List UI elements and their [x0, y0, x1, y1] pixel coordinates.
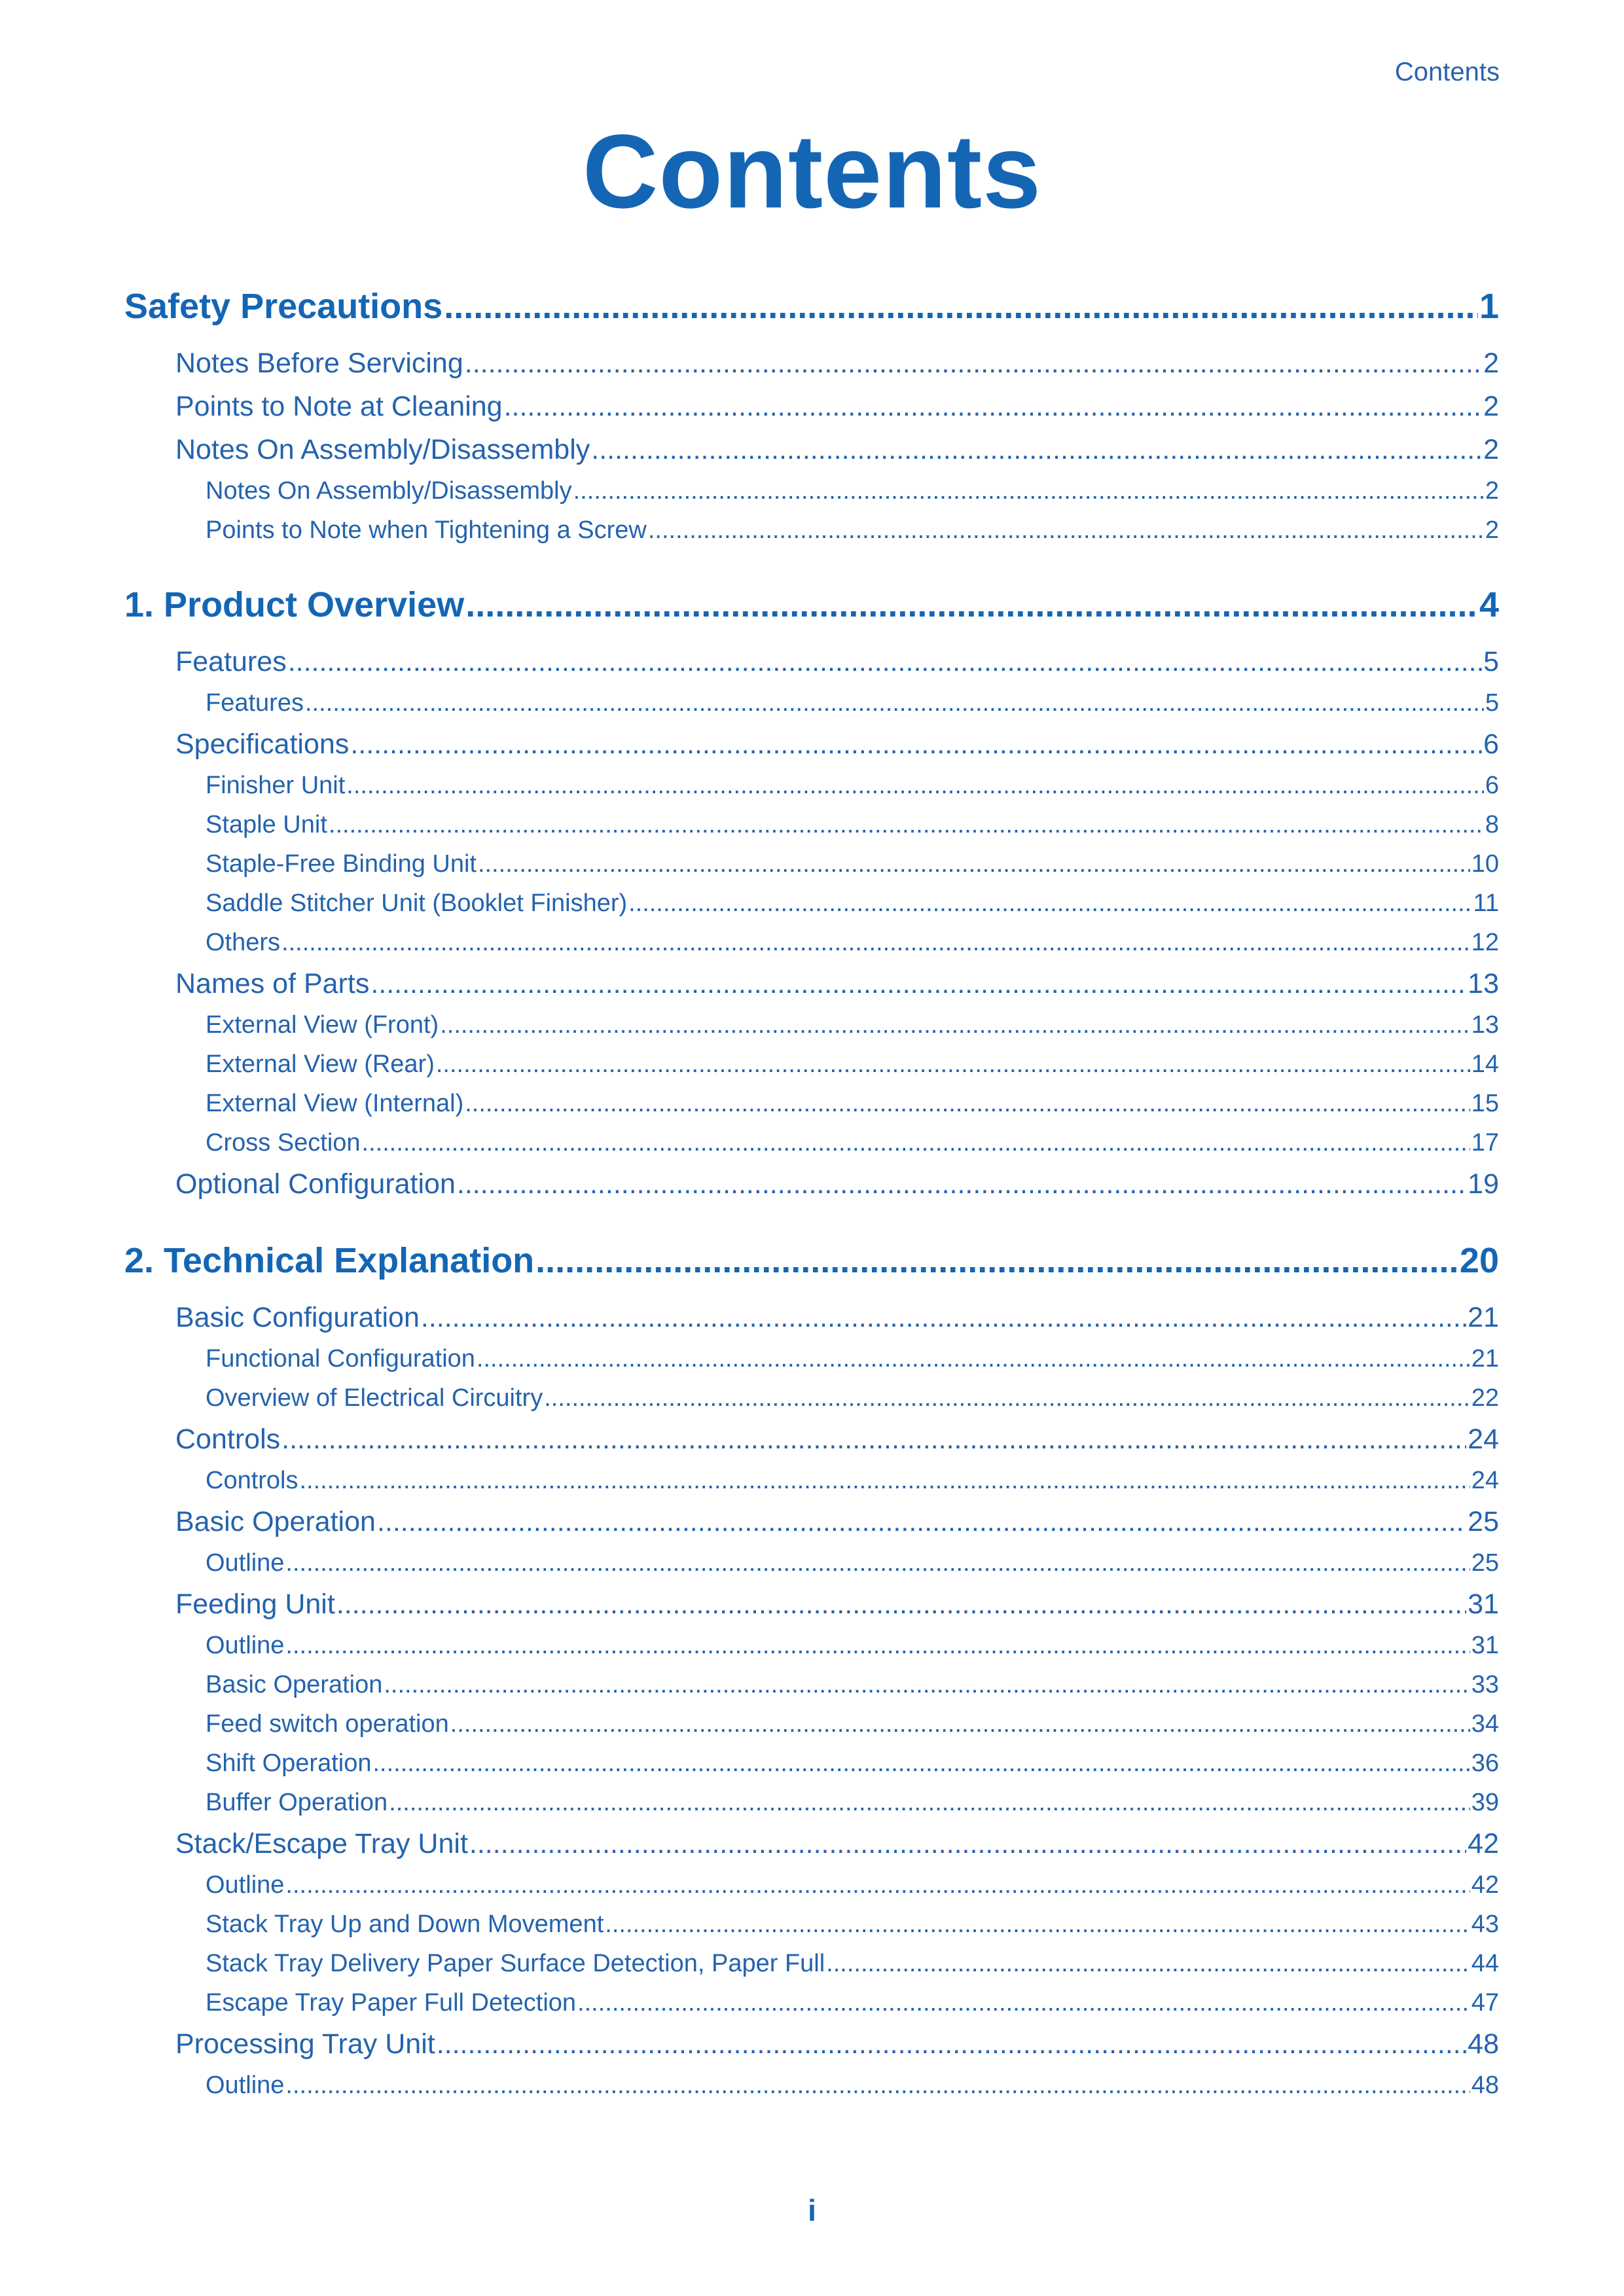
toc-entry-title: External View (Internal): [206, 1090, 464, 1117]
dot-leader: [285, 1865, 1470, 1905]
toc-entry-page-number: 21: [1471, 1345, 1499, 1372]
toc-entry-level-2[interactable]: [124, 1822, 1499, 1865]
dot-leader: [370, 962, 1466, 1005]
toc-entry-level-1[interactable]: [124, 280, 1499, 332]
toc-entry-level-3[interactable]: [124, 1626, 1499, 1665]
toc-entry-level-3[interactable]: [124, 1084, 1499, 1123]
toc-entry-level-3[interactable]: [124, 511, 1499, 550]
toc-entry-page-number: 13: [1468, 968, 1499, 999]
toc-entry-page-number: 25: [1468, 1506, 1499, 1537]
toc-entry-level-2[interactable]: [124, 1500, 1499, 1543]
toc-entry-page-number: 13: [1471, 1011, 1499, 1039]
toc-entry-title: Stack Tray Delivery Paper Surface Detection, Paper Full: [206, 1950, 825, 1977]
dot-leader: [288, 640, 1482, 683]
toc-entry-title: Staple-Free Binding Unit: [206, 850, 477, 878]
dot-leader: [577, 1983, 1470, 2022]
dot-leader: [477, 1339, 1470, 1378]
toc-entry-page-number: 2: [1485, 477, 1499, 505]
toc-entry-title: 2. Technical Explanation: [124, 1241, 535, 1280]
toc-entry-title: Notes Before Servicing: [175, 348, 463, 379]
toc-entry-level-3[interactable]: [124, 844, 1499, 884]
toc-entry-level-2[interactable]: [124, 1162, 1499, 1206]
toc-entry-level-3[interactable]: [124, 1704, 1499, 1744]
dot-leader: [437, 2022, 1466, 2066]
toc-entry-level-2[interactable]: [124, 342, 1499, 385]
dot-leader: [444, 280, 1478, 332]
dot-leader: [285, 2066, 1470, 2105]
toc-entry-title: Stack Tray Up and Down Movement: [206, 1910, 604, 1938]
toc-entry-title: Overview of Electrical Circuitry: [206, 1384, 543, 1412]
toc-entry-page-number: 14: [1471, 1050, 1499, 1078]
toc-entry-page-number: 22: [1471, 1384, 1499, 1412]
dot-leader: [372, 1744, 1470, 1783]
toc-entry-level-3[interactable]: [124, 884, 1499, 923]
dot-leader: [591, 428, 1482, 471]
toc-entry-level-3[interactable]: [124, 2066, 1499, 2105]
toc-entry-page-number: 43: [1471, 1910, 1499, 1938]
toc-entry-title: Features: [206, 689, 304, 717]
toc-entry-title: Basic Operation: [175, 1506, 376, 1537]
toc-entry-title: Processing Tray Unit: [175, 2028, 435, 2060]
toc-entry-level-3[interactable]: [124, 683, 1499, 723]
dot-leader: [504, 385, 1482, 428]
toc-entry-page-number: 42: [1471, 1871, 1499, 1899]
toc-entry-level-3[interactable]: [124, 923, 1499, 962]
toc-entry-page-number: 39: [1471, 1789, 1499, 1816]
toc-entry-page-number: 21: [1468, 1302, 1499, 1333]
dot-leader: [285, 1543, 1470, 1583]
dot-leader: [628, 884, 1471, 923]
toc-entry-title: Controls: [206, 1467, 298, 1494]
toc-entry-page-number: 1: [1479, 287, 1499, 326]
toc-entry-title: Others: [206, 929, 281, 956]
toc-entry-level-2[interactable]: [124, 385, 1499, 428]
toc-entry-title: External View (Rear): [206, 1050, 435, 1078]
toc-entry-title: Outline: [206, 1549, 285, 1577]
dot-leader: [465, 1084, 1470, 1123]
toc-entry-level-3[interactable]: [124, 1665, 1499, 1704]
toc-entry-title: Specifications: [175, 728, 350, 760]
toc-entry-page-number: 12: [1471, 929, 1499, 956]
dot-leader: [389, 1783, 1470, 1822]
toc-entry-level-3[interactable]: [124, 1123, 1499, 1162]
toc-entry-level-2[interactable]: [124, 1418, 1499, 1461]
toc-entry-page-number: 2: [1483, 391, 1499, 422]
toc-entry-level-2[interactable]: [124, 428, 1499, 471]
toc-entry-level-2[interactable]: [124, 723, 1499, 766]
toc-entry-level-2[interactable]: [124, 2022, 1499, 2066]
toc-entry-page-number: 11: [1473, 889, 1499, 917]
toc-entry-title: Points to Note when Tightening a Screw: [206, 516, 647, 544]
toc-entry-title: Points to Note at Cleaning: [175, 391, 503, 422]
dot-leader: [465, 342, 1482, 385]
toc-entry-level-3[interactable]: [124, 1378, 1499, 1418]
toc-entry-level-3[interactable]: [124, 471, 1499, 511]
toc-entry-page-number: 48: [1471, 2072, 1499, 2099]
dot-leader: [457, 1162, 1466, 1206]
toc-entry-title: Finisher Unit: [206, 772, 346, 799]
toc-entry-page-number: 6: [1485, 772, 1499, 799]
page-number: i: [808, 2193, 816, 2227]
toc-entry-page-number: 25: [1471, 1549, 1499, 1577]
toc-entry-title: Buffer Operation: [206, 1789, 388, 1816]
toc-entry-level-3[interactable]: [124, 766, 1499, 805]
toc-entry-page-number: 42: [1468, 1828, 1499, 1859]
toc-entry-page-number: 4: [1479, 585, 1499, 624]
dot-leader: [362, 1123, 1470, 1162]
toc-entry-page-number: 24: [1471, 1467, 1499, 1494]
dot-leader: [329, 805, 1484, 844]
toc-entry-level-3[interactable]: [124, 1744, 1499, 1783]
toc-entry-page-number: 44: [1471, 1950, 1499, 1977]
toc-entry-level-3[interactable]: [124, 1944, 1499, 1983]
toc-entry-page-number: 15: [1471, 1090, 1499, 1117]
dot-leader: [573, 471, 1484, 511]
table-of-contents: [124, 275, 1499, 2105]
dot-leader: [478, 844, 1470, 884]
toc-entry-level-3[interactable]: [124, 1339, 1499, 1378]
dot-leader: [465, 579, 1478, 631]
dot-leader: [281, 1418, 1466, 1461]
dot-leader: [440, 1005, 1470, 1045]
toc-entry-page-number: 19: [1468, 1168, 1499, 1200]
dot-leader: [826, 1944, 1470, 1983]
toc-entry-page-number: 10: [1471, 850, 1499, 878]
toc-entry-title: Basic Operation: [206, 1671, 383, 1698]
toc-entry-level-1[interactable]: [124, 579, 1499, 631]
toc-entry-title: Notes On Assembly/Disassembly: [175, 434, 590, 465]
toc-entry-title: 1. Product Overview: [124, 585, 465, 624]
toc-entry-level-2[interactable]: [124, 1296, 1499, 1339]
dot-leader: [544, 1378, 1470, 1418]
toc-entry-page-number: 2: [1483, 434, 1499, 465]
dot-leader: [377, 1500, 1466, 1543]
dot-leader: [450, 1704, 1470, 1744]
dot-leader: [305, 683, 1484, 723]
toc-entry-title: Escape Tray Paper Full Detection: [206, 1989, 577, 2017]
toc-entry-title: Cross Section: [206, 1129, 361, 1157]
toc-entry-page-number: 47: [1471, 1989, 1499, 2017]
toc-entry-title: Stack/Escape Tray Unit: [175, 1828, 468, 1859]
dot-leader: [605, 1905, 1470, 1944]
dot-leader: [281, 923, 1470, 962]
toc-entry-page-number: 8: [1485, 811, 1499, 838]
toc-entry-title: Functional Configuration: [206, 1345, 475, 1372]
toc-entry-page-number: 6: [1483, 728, 1499, 760]
dot-leader: [300, 1461, 1470, 1500]
toc-entry-level-2[interactable]: [124, 1583, 1499, 1626]
dot-leader: [421, 1296, 1466, 1339]
toc-entry-level-3[interactable]: [124, 1005, 1499, 1045]
toc-entry-title: Outline: [206, 2072, 285, 2099]
toc-entry-title: Feed switch operation: [206, 1710, 449, 1738]
toc-entry-level-3[interactable]: [124, 1461, 1499, 1500]
toc-entry-level-2[interactable]: [124, 962, 1499, 1005]
toc-entry-title: Features: [175, 646, 287, 677]
toc-entry-level-3[interactable]: [124, 1783, 1499, 1822]
toc-entry-title: Controls: [175, 1424, 281, 1455]
toc-entry-level-3[interactable]: [124, 1983, 1499, 2022]
toc-entry-title: External View (Front): [206, 1011, 439, 1039]
toc-entry-level-3[interactable]: [124, 805, 1499, 844]
toc-entry-title: Outline: [206, 1632, 285, 1659]
toc-entry-page-number: 31: [1468, 1588, 1499, 1620]
toc-entry-page-number: 2: [1483, 348, 1499, 379]
toc-entry-title: Saddle Stitcher Unit (Booklet Finisher): [206, 889, 628, 917]
toc-entry-page-number: 48: [1468, 2028, 1499, 2060]
running-header: Contents: [1394, 58, 1500, 86]
toc-entry-level-1[interactable]: [124, 1234, 1499, 1287]
dot-leader: [648, 511, 1484, 550]
toc-entry-level-3[interactable]: [124, 1543, 1499, 1583]
toc-entry-title: Staple Unit: [206, 811, 327, 838]
toc-entry-level-3[interactable]: [124, 1865, 1499, 1905]
toc-entry-title: Outline: [206, 1871, 285, 1899]
dot-leader: [436, 1045, 1470, 1084]
toc-entry-page-number: 20: [1459, 1241, 1499, 1280]
toc-entry-level-3[interactable]: [124, 1905, 1499, 1944]
toc-entry-page-number: 36: [1471, 1749, 1499, 1777]
toc-entry-title: Names of Parts: [175, 968, 370, 999]
toc-entry-title: Shift Operation: [206, 1749, 372, 1777]
dot-leader: [535, 1234, 1458, 1287]
toc-entry-title: Safety Precautions: [124, 287, 443, 326]
toc-entry-page-number: 2: [1485, 516, 1499, 544]
toc-entry-title: Basic Configuration: [175, 1302, 420, 1333]
toc-entry-level-2[interactable]: [124, 640, 1499, 683]
toc-entry-page-number: 33: [1471, 1671, 1499, 1698]
toc-entry-page-number: 5: [1483, 646, 1499, 677]
toc-entry-page-number: 34: [1471, 1710, 1499, 1738]
dot-leader: [469, 1822, 1466, 1865]
dot-leader: [384, 1665, 1470, 1704]
toc-entry-title: Optional Configuration: [175, 1168, 456, 1200]
toc-entry-page-number: 17: [1471, 1129, 1499, 1157]
toc-entry-level-3[interactable]: [124, 1045, 1499, 1084]
dot-leader: [336, 1583, 1466, 1626]
dot-leader: [285, 1626, 1470, 1665]
toc-entry-page-number: 5: [1485, 689, 1499, 717]
toc-entry-page-number: 31: [1471, 1632, 1499, 1659]
toc-entry-title: Notes On Assembly/Disassembly: [206, 477, 572, 505]
page-title: Contents: [582, 113, 1042, 230]
dot-leader: [350, 723, 1482, 766]
dot-leader: [346, 766, 1484, 805]
toc-entry-title: Feeding Unit: [175, 1588, 335, 1620]
toc-entry-page-number: 24: [1468, 1424, 1499, 1455]
